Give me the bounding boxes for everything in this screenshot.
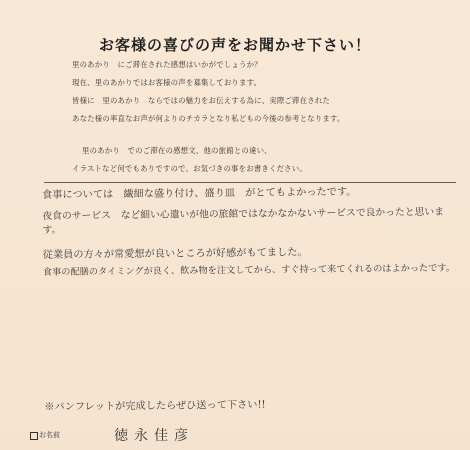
intro-line: あなた様の率直なお声が何よりのチカラとなり私どもの今後の参考となります。 [72,114,345,123]
intro-text [72,56,452,178]
handwritten-name: 徳永佳彦 [114,428,194,444]
name-label: お名前 [39,431,60,439]
intro-line: 里のあかり でのご滞在の感想文、他の旅館との違い、 [82,146,272,155]
comment-line: 食事については 繊細な盛り付け、盛り皿 がとてもよかったです。 [42,186,357,201]
intro-line: 皆様に 里のあかり ならではの魅力をお伝えする為に、実際ご滞在された [72,96,331,105]
comment-line: 食事の配膳のタイミングが良く、飲み物を注文してから、すぐ持って来てくれるのはよかったです。 [42,262,456,278]
intro-line: イラストなど何でもありですので、お気づきの事をお書きください。 [72,164,307,173]
intro-line: 現在、里のあかりではお客様の声を募集しております。 [72,78,262,87]
intro-line: 里のあかり にご滞在された感想はいかがでしょうか？ [72,60,262,69]
form-title: お客様の喜びの声をお聞かせ下さい！ [98,36,371,54]
checkbox-icon [30,432,38,440]
spacer [72,128,452,142]
comment-line: 従業員の方々が常愛想が良いところが好感がもてました。 [42,247,308,261]
comment-line: 夜食のサービス など細い心遣いが他の旅館ではなかなかないサービスで良かったと思います。 [42,206,445,236]
comment-line: ※パンフレットが完成したらぜひ送って下さい!! [44,399,266,413]
